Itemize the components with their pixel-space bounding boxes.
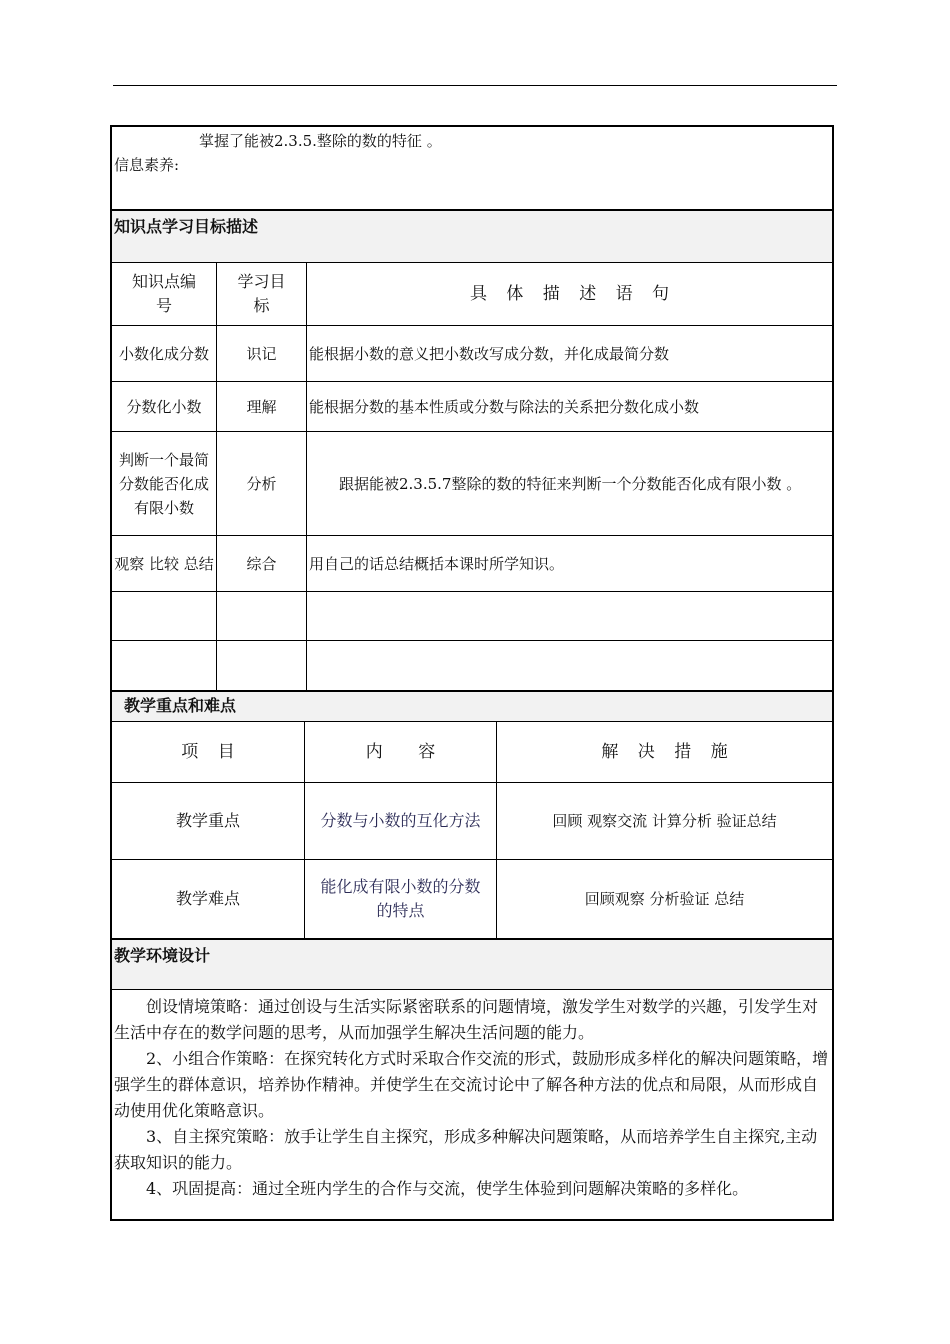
cell-goal: 综合 bbox=[217, 536, 307, 592]
key-points-table bbox=[111, 691, 833, 939]
cell-desc: 用自己的话总结概括本课时所学知识。 bbox=[307, 536, 833, 592]
cell-content: 能化成有限小数的分数的特点 bbox=[305, 860, 497, 939]
header-desc: 具 体 描 述 语 句 bbox=[307, 263, 833, 326]
cell-content: 分数与小数的互化方法 bbox=[305, 783, 497, 860]
cell-measure: 回顾 观察交流 计算分析 验证总结 bbox=[497, 783, 833, 860]
intro-cell bbox=[112, 127, 833, 210]
intro-line2: 信息素养: bbox=[114, 156, 180, 174]
objectives-table bbox=[111, 210, 833, 691]
empty-row bbox=[112, 592, 833, 641]
table-row bbox=[112, 536, 833, 592]
header-goal: 学习目标 bbox=[217, 263, 307, 326]
header-content: 内 容 bbox=[305, 722, 497, 783]
table-row bbox=[112, 432, 833, 536]
cell-goal: 识记 bbox=[217, 326, 307, 382]
table-row bbox=[112, 783, 833, 860]
paragraph: 4、巩固提高：通过全班内学生的合作与交流，使学生体验到问题解决策略的多样化。 bbox=[146, 1179, 749, 1198]
cell-desc: 跟据能被2.3.5.7整除的数的特征来判断一个分数能否化成有限小数 。 bbox=[307, 432, 833, 536]
table-row bbox=[112, 860, 833, 939]
cell-goal: 理解 bbox=[217, 382, 307, 432]
cell-item: 教学难点 bbox=[112, 860, 305, 939]
cell-desc: 能根据小数的意义把小数改写成分数，并化成最简分数 bbox=[307, 326, 833, 382]
intro-table bbox=[111, 126, 833, 210]
header-measure: 解 决 措 施 bbox=[497, 722, 833, 783]
cell-item: 教学重点 bbox=[112, 783, 305, 860]
environment-content bbox=[112, 990, 833, 1220]
empty-row bbox=[112, 641, 833, 691]
cell-measure: 回顾观察 分析验证 总结 bbox=[497, 860, 833, 939]
table-row bbox=[112, 326, 833, 382]
paragraph: 创设情境策略：通过创设与生活实际紧密联系的问题情境，激发学生对数学的兴趣，引发学生对生活中存在的数学问题的思考，从而加强学生解决生活问题的能力。 bbox=[114, 997, 819, 1042]
table-row bbox=[112, 382, 833, 432]
cell-point: 观察 比较 总结 bbox=[112, 536, 217, 592]
header-rule bbox=[113, 85, 837, 86]
section-title-keypoints: 教学重点和难点 bbox=[112, 692, 833, 722]
cell-goal: 分析 bbox=[217, 432, 307, 536]
cell-point: 分数化小数 bbox=[112, 382, 217, 432]
lesson-plan-table bbox=[110, 125, 834, 1221]
section-title-environment: 教学环境设计 bbox=[112, 940, 833, 990]
intro-line1: 掌握了能被2.3.5.整除的数的特征 。 bbox=[199, 132, 442, 150]
header-item: 项 目 bbox=[112, 722, 305, 783]
cell-desc: 能根据分数的基本性质或分数与除法的关系把分数化成小数 bbox=[307, 382, 833, 432]
cell-point: 小数化成分数 bbox=[112, 326, 217, 382]
paragraph: 3、自主探究策略：放手让学生自主探究，形成多种解决问题策略，从而培养学生自主探究,主动获取知识的能力。 bbox=[114, 1127, 818, 1172]
section-title-objectives: 知识点学习目标描述 bbox=[112, 211, 833, 263]
header-point: 知识点编 号 bbox=[112, 263, 217, 326]
paragraph: 2、小组合作策略：在探究转化方式时采取合作交流的形式，鼓励形成多样化的解决问题策略，增强学生的群体意识，培养协作精神。并使学生在交流讨论中了解各种方法的优点和局限，从而形成自动使用优化策略意识。 bbox=[114, 1049, 829, 1120]
cell-point: 判断一个最简分数能否化成有限小数 bbox=[112, 432, 217, 536]
environment-table bbox=[111, 939, 833, 1220]
